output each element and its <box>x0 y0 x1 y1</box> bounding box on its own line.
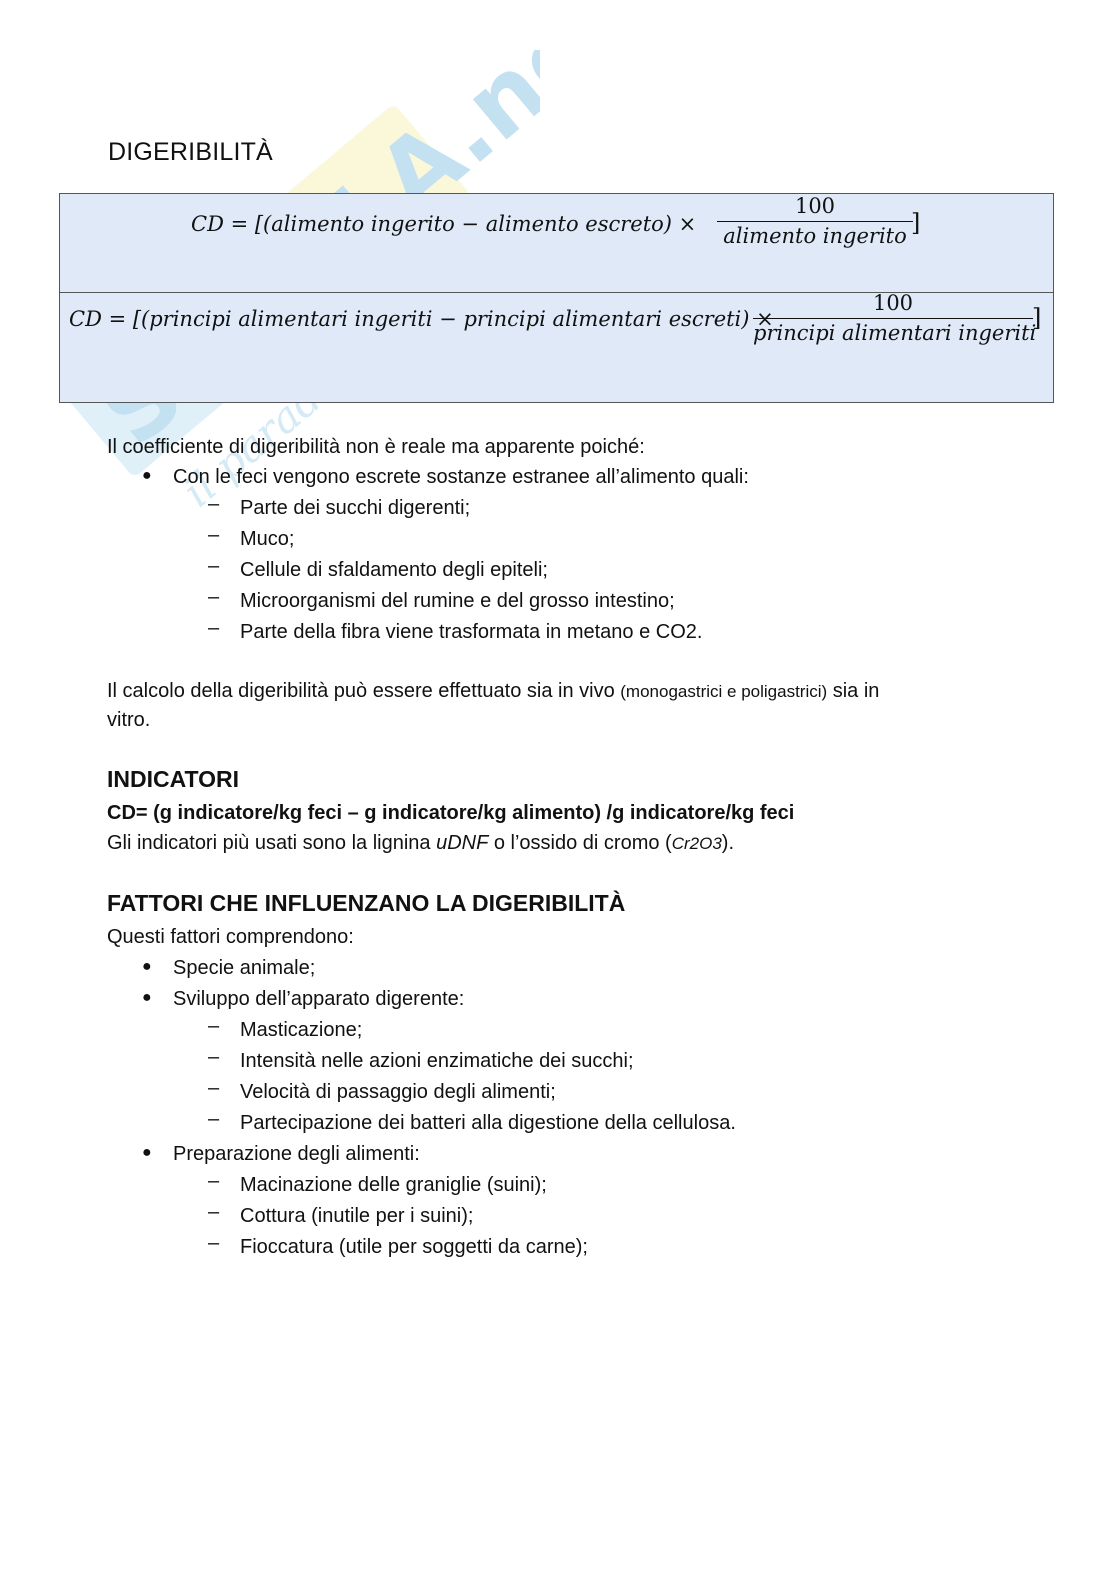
formula-2-fraction <box>753 291 1037 345</box>
formula-2-numerator: 100 <box>872 291 914 315</box>
intro-bullet: Con le feci vengono escrete sostanze estranee all’alimento quali: <box>173 466 749 488</box>
list-item: Velocità di passaggio degli alimenti; <box>240 1081 556 1103</box>
list-item: Masticazione; <box>240 1019 363 1041</box>
calc-paragraph <box>107 676 879 707</box>
formula-table <box>59 193 1054 403</box>
fraction-bar <box>717 221 913 222</box>
page-title: DIGERIBILITÀ <box>108 138 273 166</box>
dash-icon: – <box>208 1015 220 1037</box>
list-item: Partecipazione dei batteri alla digestione della cellulosa. <box>240 1112 736 1134</box>
dash-icon: – <box>208 1046 220 1068</box>
calc-text-2: sia in <box>827 680 880 702</box>
indicatori-text-b: o l’ossido di cromo ( <box>488 832 672 854</box>
list-item: Macinazione delle graniglie (suini); <box>240 1174 547 1196</box>
fattori-bullet-3: Preparazione degli alimenti: <box>173 1143 420 1165</box>
dash-icon: – <box>208 524 220 546</box>
calc-text-1: Il calcolo della digeribilità può essere effettuato sia in vivo <box>107 680 621 702</box>
bullet-icon: ● <box>142 467 152 484</box>
formula-1-lhs: CD = [(alimento ingerito − alimento escreto) × <box>191 212 697 236</box>
lignin-name: uDNF <box>436 832 489 854</box>
dash-icon: – <box>208 617 220 639</box>
list-item: Muco; <box>240 528 295 550</box>
formula-1-close-bracket: ] <box>911 209 921 237</box>
dash-icon: – <box>208 555 220 577</box>
bullet-icon: ● <box>142 989 152 1006</box>
formula-2-lhs: CD = [(principi alimentari ingeriti − principi alimentari escreti) × <box>69 307 774 331</box>
chrome-formula: Cr2O3 <box>671 834 722 853</box>
bullet-icon: ● <box>142 958 152 975</box>
dash-icon: – <box>208 1201 220 1223</box>
fattori-heading: FATTORI CHE INFLUENZANO LA DIGERIBILITÀ <box>107 890 626 916</box>
formula-row-1 <box>60 194 1053 293</box>
formula-1-fraction <box>717 194 913 248</box>
indicatori-text-a: Gli indicatori più usati sono la lignina <box>107 832 437 854</box>
list-item: Parte della fibra viene trasformata in metano e CO2. <box>240 621 703 643</box>
fattori-bullet-2: Sviluppo dell’apparato digerente: <box>173 988 465 1010</box>
list-item: Microorganismi del rumine e del grosso intestino; <box>240 590 675 612</box>
intro-paragraph: Il coefficiente di digeribilità non è reale ma apparente poiché: <box>107 436 645 458</box>
indicatori-text-c: ). <box>721 832 735 854</box>
formula-row-2 <box>60 293 1053 402</box>
fraction-bar <box>753 318 1033 319</box>
dash-icon: – <box>208 1232 220 1254</box>
bullet-icon: ● <box>142 1144 152 1161</box>
dash-icon: – <box>208 586 220 608</box>
fattori-bullet-1: Specie animale; <box>173 957 316 979</box>
dash-icon: – <box>208 1108 220 1130</box>
list-item: Cottura (inutile per i suini); <box>240 1205 474 1227</box>
list-item: Cellule di sfaldamento degli epiteli; <box>240 559 548 581</box>
calc-small-note: (monogastrici e poligastrici) <box>620 682 828 701</box>
formula-2-denominator: principi alimentari ingeriti <box>753 321 1037 345</box>
indicatori-heading: INDICATORI <box>107 766 240 792</box>
list-item: Fioccatura (utile per soggetti da carne); <box>240 1236 588 1258</box>
fattori-intro: Questi fattori comprendono: <box>107 926 354 948</box>
list-item: Parte dei succhi digerenti; <box>240 497 471 519</box>
calc-paragraph-line-2: vitro. <box>107 709 151 731</box>
formula-1-denominator: alimento ingerito <box>723 224 907 248</box>
formula-1-numerator: 100 <box>794 194 836 218</box>
dash-icon: – <box>208 493 220 515</box>
indicatori-formula: CD= (g indicatore/kg feci – g indicatore/kg alimento) /g indicatore/kg feci <box>107 802 795 824</box>
indicatori-text <box>107 828 734 859</box>
dash-icon: – <box>208 1170 220 1192</box>
formula-2-close-bracket: ] <box>1032 304 1042 332</box>
list-item: Intensità nelle azioni enzimatiche dei succhi; <box>240 1050 634 1072</box>
dash-icon: – <box>208 1077 220 1099</box>
